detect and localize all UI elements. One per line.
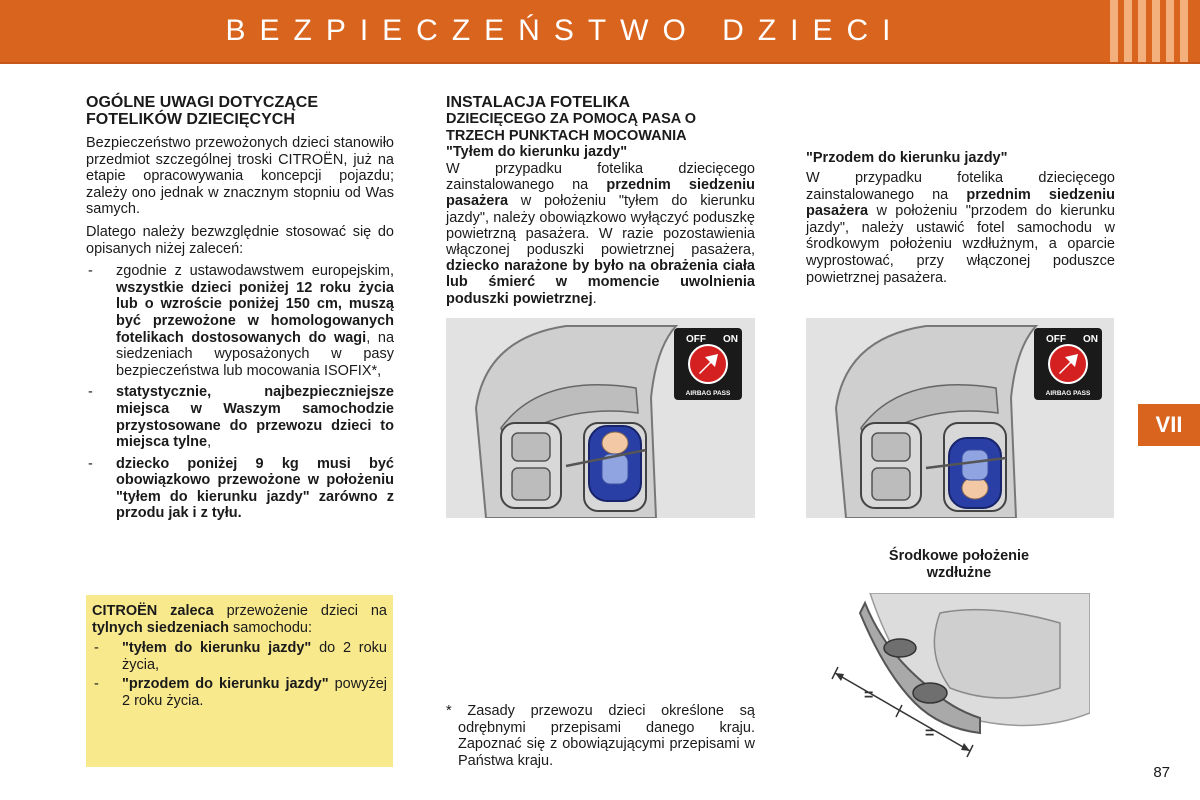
left-para-2: Dlatego należy bezwzględnie stosować się do opisanych niżej zaleceń: bbox=[86, 223, 394, 257]
left-heading: OGÓLNE UWAGI DOTYCZĄCE FOTELIKÓW DZIECIĘCYCH bbox=[86, 94, 318, 128]
airbag-off-label: OFF bbox=[686, 334, 706, 345]
airbag-on-label: ON bbox=[1083, 334, 1098, 345]
header-stripes bbox=[1110, 0, 1188, 62]
seat-position-illustration bbox=[830, 593, 1090, 763]
header-band bbox=[0, 0, 1200, 62]
airbag-pass-label: AIRBAG PASS bbox=[1045, 390, 1091, 397]
list-item: - zgodnie z ustawodawstwem europejskim, wszystkie dzieci poniżej 12 roku życia lub o wzroście poniżej 150 cm, muszą być przewożone w homologowanych fotelikach dostosowanych do wagi, na siedzeniach wyposażonych w pasy bezpieczeństwa lub mocowania ISOFIX*, bbox=[86, 263, 394, 379]
chapter-tab[interactable]: VII bbox=[1138, 404, 1200, 446]
footnote: * Zasady przewozu dzieci określone są odrębnymi przepisami danego kraju. Zapoznać się z obowiązującymi przepisami w Państwa kraju. bbox=[446, 703, 755, 769]
middle-subheading: DZIECIĘCEGO ZA POMOCĄ PASA O TRZECH PUNKTACH MOCOWANIA bbox=[446, 111, 697, 144]
front-facing-text: W przypadku fotelika dziecięcego zainstalowanego na przednim siedzeniu pasażera w położeniu "przodem do kierunku jazdy", należy ustawić fotel samochodu w środkowym położeniu wzdłużnym, a oparcie wyprostować, przy włączonej poduszce powietrznej pasażera. bbox=[806, 170, 1115, 286]
airbag-pass-label: AIRBAG PASS bbox=[685, 390, 731, 397]
front-facing-title: "Przodem do kierunku jazdy" bbox=[806, 150, 1008, 166]
list-item: - "przodem do kierunku jazdy" powyżej 2 roku życia. bbox=[92, 676, 387, 709]
rear-facing-text: W przypadku fotelika dziecięcego zainstalowanego na przednim siedzeniu pasażera w położeniu "tyłem do kierunku jazdy", należy obowiązkowo wyłączyć poduszkę powietrzną pasażera. W razie pozostawienia włączonej poduszki powietrznej pasażera, dziecko narażone by było na obrażenia ciała lub śmierć w momencie uwolnienia poduszki powietrznej. bbox=[446, 161, 755, 307]
rear-facing-title: "Tyłem do kierunku jazdy" bbox=[446, 144, 628, 160]
middle-column bbox=[446, 94, 755, 313]
list-item: - "tyłem do kierunku jazdy" do 2 roku życia, bbox=[92, 640, 387, 673]
note-list bbox=[92, 640, 387, 709]
airbag-off-label: OFF bbox=[1046, 334, 1066, 345]
equal-mark: = bbox=[925, 725, 935, 742]
list-item: - statystycznie, najbezpieczniejsze miejsca w Waszym samochodzie przystosowane do przewozu dzieci to miejsca tylne, bbox=[86, 384, 394, 450]
equal-mark: = bbox=[864, 687, 874, 704]
list-item: - dziecko poniżej 9 kg musi być obowiązkowo przewożone w położeniu "tyłem do kierunku jazdy" zarówno z przodu jak i z tyłu. bbox=[86, 456, 394, 522]
left-para-1: Bezpieczeństwo przewożonych dzieci stanowiło przedmiot szczególnej troski CITROËN, już na etapie opracowywania koncepcji pojazdu; zależy ono jednak w znacznym stopniu od Was samych. bbox=[86, 135, 394, 218]
front-facing-illustration bbox=[806, 318, 1114, 518]
left-column bbox=[86, 94, 394, 527]
airbag-on-label: ON bbox=[723, 334, 738, 345]
right-column bbox=[806, 150, 1115, 292]
seat-position-caption: Środkowe położenie wzdłużne bbox=[888, 548, 1030, 581]
recommendation-note: CITROËN zaleca przewożenie dzieci na tylnych siedzeniach samochodu: - "tyłem do kierunku jazdy" do 2 roku życia, - "przodem do kierunku jazdy" powyżej 2 roku życia. bbox=[86, 595, 393, 767]
recommendation-list bbox=[86, 263, 394, 522]
page-number: 87 bbox=[1153, 764, 1170, 781]
page-title: BEZPIECZEŃSTWO DZIECI bbox=[225, 14, 905, 47]
middle-heading: INSTALACJA FOTELIKA bbox=[446, 94, 630, 111]
rear-facing-illustration bbox=[446, 318, 755, 518]
header-rule bbox=[0, 62, 1200, 64]
